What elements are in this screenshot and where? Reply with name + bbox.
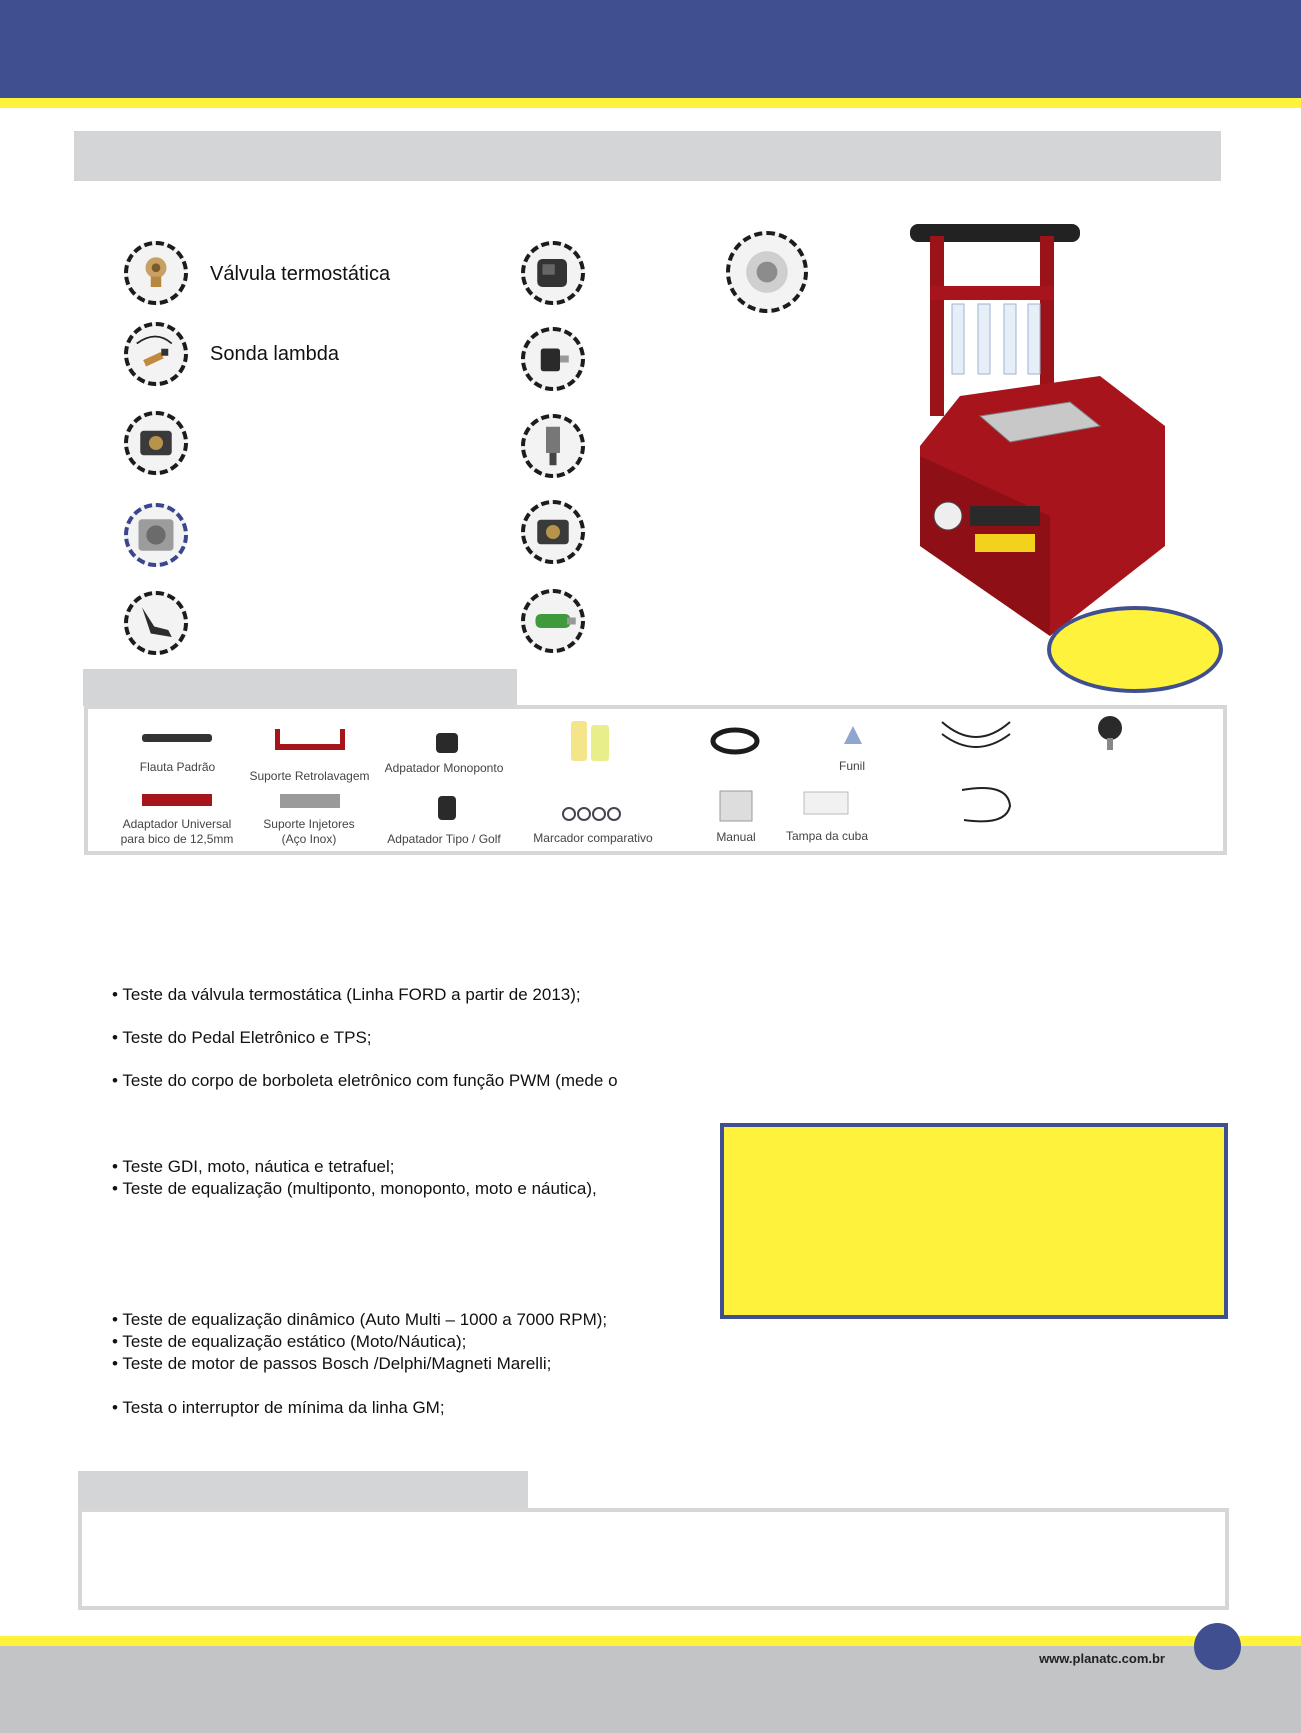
footer-stripe	[0, 1636, 1301, 1646]
page-number-circle	[1194, 1623, 1241, 1670]
stepper-motor-icon	[521, 327, 585, 391]
ignition-coil-icon	[521, 500, 585, 564]
accessory-label: Funil	[838, 759, 865, 773]
accessory-label: Adpatador Monoponto	[384, 761, 504, 775]
feature-item: • Teste de equalização estático (Moto/Náutica);	[112, 1332, 467, 1351]
universal-adapter-image	[140, 792, 214, 808]
feature-item: • Teste do corpo de borboleta eletrônico com função PWM (mede o	[112, 1071, 618, 1090]
throttle-actuator-icon	[521, 241, 585, 305]
accessory-label: Adaptador Universal para bico de 12,5mm	[120, 817, 234, 846]
tank-lid-image	[802, 790, 850, 816]
sensor-cables-image	[958, 782, 1016, 830]
header-stripe	[0, 98, 1301, 108]
golf-adapter-image	[432, 792, 462, 824]
knob-image	[1092, 712, 1128, 752]
feature-item: • Teste de equalização dinâmico (Auto Multi – 1000 a 7000 RPM);	[112, 1310, 608, 1329]
included-tab	[78, 1471, 528, 1509]
accessory-label: Adpatador Tipo / Golf	[387, 832, 501, 846]
accessory-label: Tampa da cuba	[785, 829, 869, 843]
throttle-body-icon	[124, 503, 188, 567]
component-label: Válvula termostática	[210, 263, 391, 285]
cable-coil-image	[710, 727, 760, 755]
feature-item: • Teste de motor de passos Bosch /Delphi/Magneti Marelli;	[112, 1354, 552, 1373]
highlight-oval	[1047, 606, 1223, 693]
fluid-bottles-image	[569, 711, 613, 763]
injector-cables-image	[938, 712, 1014, 760]
injector-cleaner-machine-image	[900, 216, 1180, 636]
manual-image	[718, 789, 754, 823]
feature-item: • Teste de equalização (multiponto, monoponto, moto e náutica),	[112, 1179, 597, 1198]
backflush-support-image	[275, 727, 345, 757]
electronic-pedal-icon	[124, 591, 188, 655]
idle-valve-icon	[521, 414, 585, 478]
title-bar	[74, 131, 1221, 181]
included-box	[78, 1508, 1229, 1610]
component-label: Sonda lambda	[210, 343, 339, 365]
injector-support-image	[278, 792, 342, 810]
monopoint-adapter-image	[432, 727, 462, 757]
feature-item: • Teste do Pedal Eletrônico e TPS;	[112, 1028, 372, 1047]
feature-item: • Testa o interruptor de mínima da linha GM;	[112, 1398, 445, 1417]
accessory-label: Suporte Injetores (Aço Inox)	[263, 817, 355, 846]
highlight-box	[720, 1123, 1228, 1319]
accessory-label: Flauta Padrão	[139, 760, 216, 774]
funnel-image	[842, 722, 864, 750]
accessory-label: Manual	[716, 830, 756, 844]
ignition-coil-icon	[124, 411, 188, 475]
feature-item: • Teste da válvula termostática (Linha FORD a partir de 2013);	[112, 985, 581, 1004]
thermostat-valve-icon	[124, 241, 188, 305]
standard-rail-image	[140, 730, 214, 746]
accessory-label: Marcador comparativo	[533, 831, 653, 845]
website-link[interactable]: www.planatc.com.br	[1039, 1651, 1165, 1666]
comparative-marker-image	[561, 805, 623, 823]
accessories-tab	[83, 669, 517, 706]
fuel-injector-icon	[521, 589, 585, 653]
accessory-label: Suporte Retrolavagem	[249, 769, 370, 783]
fuel-pump-icon	[726, 231, 808, 313]
lambda-sensor-icon	[124, 322, 188, 386]
header-bar	[0, 0, 1301, 98]
feature-item: • Teste GDI, moto, náutica e tetrafuel;	[112, 1157, 395, 1176]
